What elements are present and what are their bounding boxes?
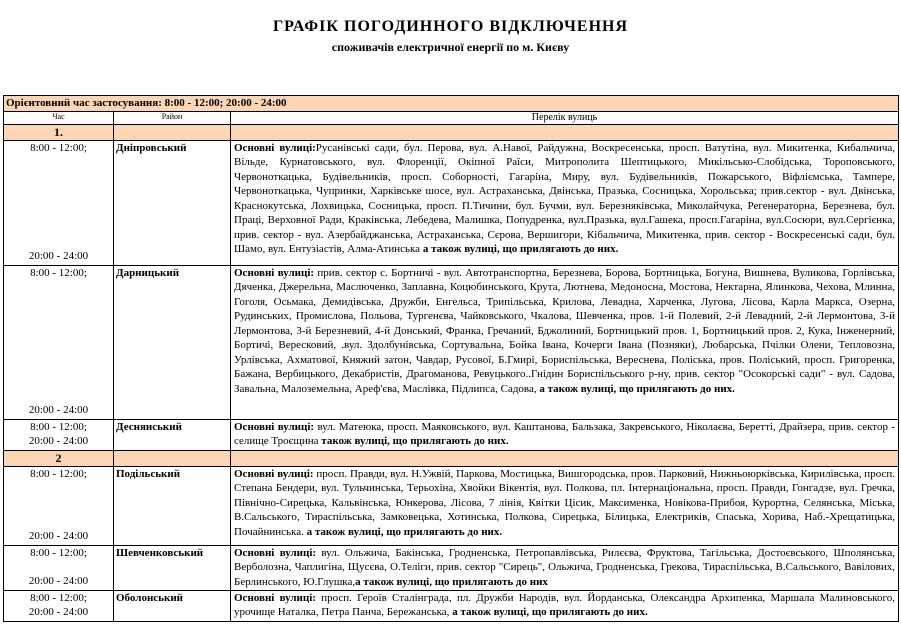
time-start: 8:00 - 12:00; [30, 141, 87, 154]
street-names: Русанівські сади, бул. Перова, вул. А.Навої, Райдужна, Воскресенська, просп. Ватутіна, вул. Микитенка, Кибальчича, Вільде, Курнатовського, вул. Флоренції, Окіпної Раїси, Митрополита Шептицького, Микільсько-Слобідська, Тороповського, Червоноткацька, Будівельників, просп. Соборності, Гагаріна, Миру, вул. Будівельників, Пожарського, Віфліємська, Тампере, Червоноткацька, Чупринки, Харківське шосе, вул. Астраханська, Двінська, Празька, Сосницька, Хорольська; прив.сектор - вул. Двінська, Краснокутська, Лохвицька, Сосницька, просп. П.Тичини, бул. Бучми, вул. Березняківська, Миколайчука, Регенераторна, Березнева, бул. Праці, Верховної Ради, Краківська, Лебедева, Малишка, Попудренка, вул.Празька, вул.Гашека, просп.Гагаріна, вул.Сосюри, вул.Сергієнка, прив. сектор - вул. Азербайджанська, Астраханська, Сєрова, Вершигори, Кібальчича, Микитенка, прив. сектор - Воскресенські сади, бул. Шамо, вул. Ентузіастів, Алма-Атинська [234, 141, 895, 255]
adjacent-streets-note: а також вулиці, що прилягають до них. [536, 382, 735, 395]
time-end: 20:00 - 24:00 [28, 575, 89, 587]
time-start: 8:00 - 12:00; [30, 266, 87, 279]
group-number: 2 [4, 450, 114, 466]
time-start: 8:00 - 12:00; [30, 420, 87, 433]
page-subtitle: споживачів електричної енергії по м. Києву [331, 40, 570, 54]
adjacent-streets-note: а також вулиці, що прилягають до них [355, 575, 548, 588]
time-start: 8:00 - 12:00; [30, 591, 87, 604]
column-header-row [4, 111, 899, 124]
time-start: 8:00 - 12:00; [30, 467, 87, 480]
main-streets-label: Основні вулиці: [234, 591, 316, 604]
time-end: 20:00 - 24:00 [28, 435, 89, 447]
schedule-table [3, 95, 899, 622]
main-streets-label: Основні вулиці: [234, 546, 317, 559]
street-names: прив. сектор с. Бортничі - вул. Автотранспортна, Березнева, Борова, Бортницька, Богуна, Вишнева, Вуликова, Горлівська, Дяченка, Джерельна, Маслюченко, Заплавна, Коцюбинського, Крута, Лютнева, Медоносна, Мостова, Нектарна, Ялинкова, Чехова, Млинна, Гоголя, Осьмака, Демидівська, Дружби, Енгельса, Трипільська, Крилова, Левадна, Харченка, Лугова, Лісова, Карла Маркса, Озерна, Рудинських, Промислова, Польова, Тургенєва, Чайковського, Чкалова, Шевченка, пров. 1-й Полевий, 2-й Левадний, 2-й Лермонтова, 3-й Лермонтова, 3-й Березневий, 4-й Донський, Франка, Гречаний, Бджолиний, Бортницький пров. 1, Бортницький пров. 2, Кука, Інженерний, Бортичі, Вересковий, .вул. Здолбунівська, Сортувальна, Бойка Івана, Кочерги Івана (Позняки), Любарська, Пчілки Олени, Тепловозна, Урлівська, Ахматової, Княжий затон, Чавдар, Русової, Б.Гмирі, Бориспільська, Вереснева, Поліська, пров. Поліський, просп. Григоренка, Бажана, Вербицького, Декабристів, Драгоманова, Ревуцького..Гнідин Бориспільського р-ну, прив. сектор "Осокорські сади" - вул. Садова, Завальна, Малоземельна, Ареф'єва, Маслівка, Підлипса, Садова, [234, 266, 895, 395]
application-time-band [4, 96, 899, 112]
street-names: вул. Матеюка, просп. Маяковського, вул. Каштанова, Бальзака, Закревського, Ніколаєва, Беретті, Драйзера, прив. сектор - селище Троєщина [234, 420, 895, 447]
time-cell [4, 140, 114, 265]
page-title: ГРАФІК ПОГОДИННОГО ВІДКЛЮЧЕННЯ [272, 18, 629, 35]
main-streets-label: Основні вулиці: [234, 141, 316, 154]
table-row [4, 419, 899, 450]
column-header-district: Район [114, 111, 231, 124]
street-names: просп. Правди, вул. Н.Ужвій, Паркова, Мостицька, Вишгородська, пров. Парковий, Нижньоюрківська, Кирилівська, просп. Степана Бендери, вул. Тульчинська, Терьохіна, Хвойки Вікентія, вул. Полкова, пл. Інтернаціональна, просп. Правди, Гонгадзе, вул. Гречка, Північно-Сирецька, Кальвінська, Юнкерова, Лісова, 7 лінія, Квітки Цісик, Максименка, Новікова-Прибоя, Курортна, Селянська, Міська, В.Сальського, Тираспільська, Замковецька, Хотинська, Полкова, Сирецька, Білицька, Електриків, Спаська, Хорива, Наб.-Хрещатицька, Почайнинська. [234, 467, 895, 538]
time-end: 20:00 - 24:00 [28, 404, 89, 416]
group-row [4, 124, 899, 140]
group-number: 1. [4, 124, 114, 140]
column-header-streets: Перелік вулиць [231, 111, 899, 124]
district-name: Деснянський [114, 419, 231, 450]
application-time-label: Орієнтовний час застосування: 8:00 - 12:00; 20:00 - 24:00 [4, 96, 899, 112]
adjacent-streets-note: також вулиці, що прилягають до них. [318, 435, 509, 447]
street-list [231, 466, 899, 545]
district-name: Дарницький [114, 265, 231, 419]
adjacent-streets-note: а також вулиці, що прилягають до них. [449, 606, 648, 618]
time-cell [4, 590, 114, 621]
table-row [4, 140, 899, 265]
group-row [4, 450, 899, 466]
adjacent-streets-note: а також вулиці, що прилягають до них. [303, 525, 503, 538]
table-row [4, 590, 899, 621]
table-row [4, 545, 899, 590]
street-names: просп. Героїв Сталінграда, пл. Дружби Народів, вул. Йорданська, Олександра Архипенка, Маршала Малиновського, урочище Наталка, Петра Панча, Бережанська, [234, 591, 895, 618]
time-end: 20:00 - 24:00 [28, 606, 89, 618]
district-name: Подільський [114, 466, 231, 545]
column-header-time: Час [4, 111, 114, 124]
street-list [231, 545, 899, 590]
time-end: 20:00 - 24:00 [28, 530, 89, 542]
time-cell [4, 466, 114, 545]
street-list [231, 419, 899, 450]
district-name: Шевченковський [114, 545, 231, 590]
main-streets-label: Основні вулиці: [234, 420, 315, 433]
adjacent-streets-note: а також вулиці, що прилягають до них. [420, 243, 619, 255]
street-list [231, 590, 899, 621]
time-cell [4, 545, 114, 590]
main-streets-label: Основні вулиці: [234, 266, 315, 279]
district-name: Оболонський [114, 590, 231, 621]
time-cell [4, 265, 114, 419]
time-start: 8:00 - 12:00; [30, 546, 87, 559]
table-row [4, 466, 899, 545]
table-row [4, 265, 899, 419]
district-name: Дніпровський [114, 140, 231, 265]
time-cell [4, 419, 114, 450]
street-list [231, 265, 899, 419]
street-names: вул. Ольжича, Бакінська, Гродненська, Петропавлівська, Рилєєва, Фруктова, Тагільська, Достоєвського, Шполянська, Верболозна, Чаплигіна, Щусєва, О.Теліги, прив. сектор "Сирець", Ольжича, Гродненська, Грекова, Тираспільська, В.Сальського, Вавілових, Берлинського, Ю.Глушка, [234, 546, 895, 588]
main-streets-label: Основні вулиці: [234, 467, 314, 480]
time-end: 20:00 - 24:00 [28, 250, 89, 262]
street-list [231, 140, 899, 265]
